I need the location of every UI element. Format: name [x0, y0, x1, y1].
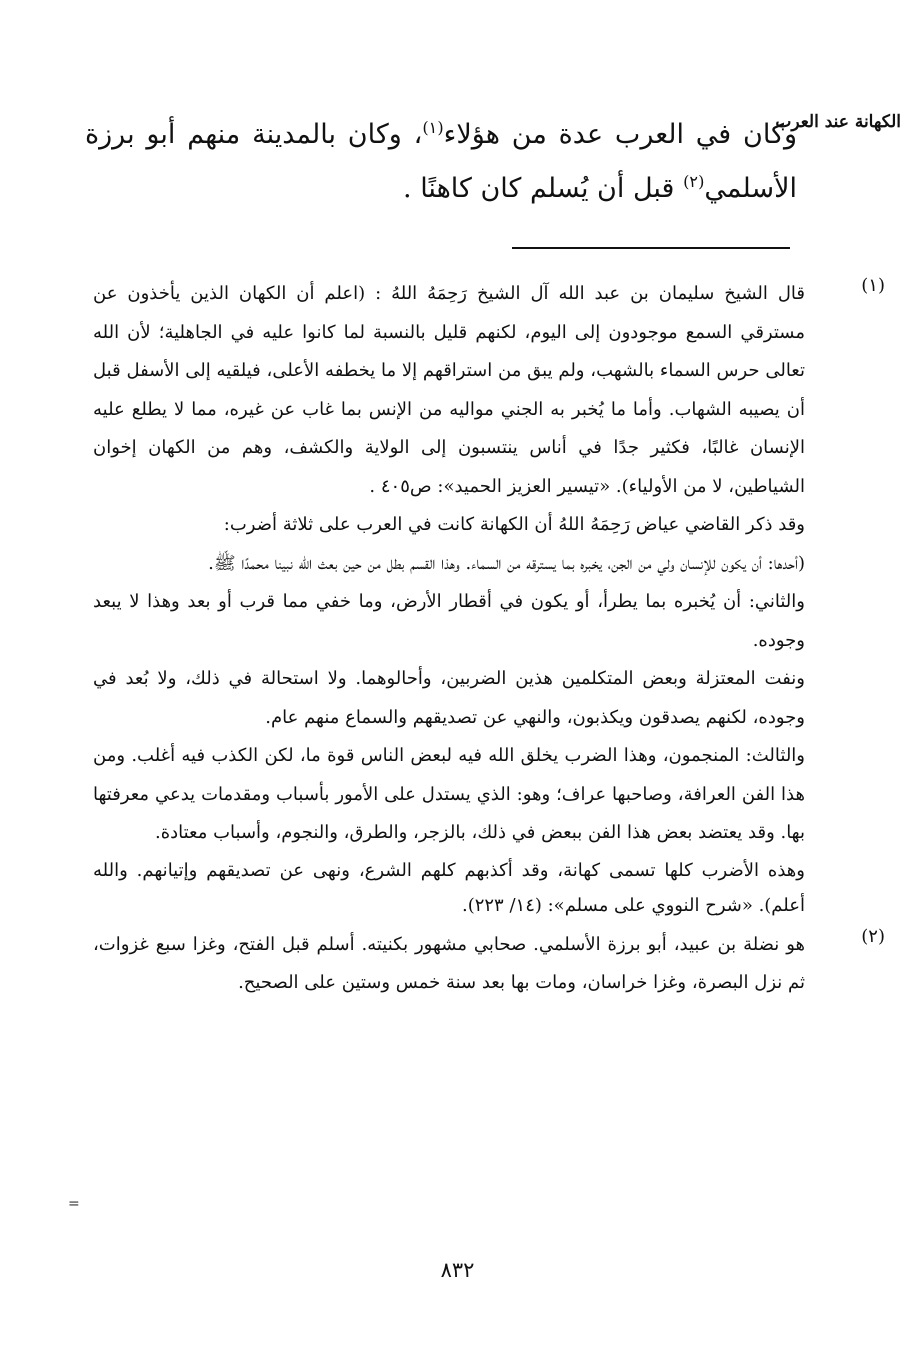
- footnote-paragraph: (أحدها: أن يكون للإنسان ولي من الجن، يخبره بما يسترقه من السماء. وهذا القسم بطل من حين بعث الله نبينا محمدًا ﷺ.: [208, 552, 805, 574]
- footnote-1: [93, 275, 885, 923]
- footnote-paragraph: ونفت المعتزلة وبعض المتكلمين هذين الضربين، وأحالوهما. ولا استحالة في ذلك، ولا بُعد في وجوده، لكنهم يصدقون ويكذبون، والنهي عن تصديقهم والسماع منهم عام.: [93, 668, 805, 728]
- footnote-paragraph: وقد ذكر القاضي عياض رَحِمَهُ اللهُ أن الكهانة كانت في العرب على ثلاثة أضرب:: [223, 514, 805, 535]
- footnote-paragraph: والثالث: المنجمون، وهذا الضرب يخلق الله فيه لبعض الناس قوة ما، لكن الكذب فيه أغلب. ومن هذا الفن العرافة، وصاحبها عراف؛ وهو: الذي يستدل على الأمور بأسباب ومقدمات يدعي معرفتها بها. وقد يعتضد بعض هذا الفن ببعض في ذلك، بالزجر، والطرق، والنجوم، وأسباب معتادة.: [93, 745, 805, 843]
- page-number: ٨٣٢: [440, 1258, 475, 1282]
- footnotes-section: [93, 275, 885, 1003]
- running-head: الكهانة عند العرب: [775, 112, 901, 132]
- main-text-part-1: وكان في العرب عدة من هؤلاء: [443, 119, 797, 150]
- footnote-2: [93, 925, 885, 1003]
- footnote-separator: [512, 247, 790, 249]
- footnote-paragraph: والثاني: أن يُخبره بما يطرأ، أو يكون في أقطار الأرض، وما خفي مما قرب أو بعد وهذا لا يبعد وجوده.: [93, 591, 805, 651]
- continuation-mark: =: [68, 1196, 80, 1212]
- footnote-body: [93, 926, 805, 1003]
- main-text-part-2: ، وكان بالمدينة منهم أبو برزة الأسلمي: [85, 119, 797, 204]
- main-text-part-3: قبل أن يُسلم كان كاهنًا .: [403, 173, 684, 204]
- footnote-body: [93, 275, 805, 923]
- footnote-number: (١): [861, 275, 885, 296]
- main-paragraph: [85, 104, 797, 212]
- footnote-ref-2[interactable]: (٢): [683, 172, 705, 191]
- footnote-paragraph: هو نضلة بن عبيد، أبو برزة الأسلمي. صحابي مشهور بكنيته. أسلم قبل الفتح، وغزا سبع غزوات، ثم نزل البصرة، وغزا خراسان، ومات بها بعد سنة خمس وستين على الصحيح.: [93, 933, 805, 993]
- footnote-paragraph: وهذه الأضرب كلها تسمى كهانة، وقد أكذبهم كلهم الشرع، ونهى عن تصديقهم وإتيانهم. والله أعلم). «شرح النووي على مسلم»: (١٤/ ٢٢٣).: [93, 859, 805, 916]
- footnote-ref-1[interactable]: (١): [422, 118, 444, 137]
- footnote-number: (٢): [861, 925, 885, 947]
- footnote-paragraph: قال الشيخ سليمان بن عبد الله آل الشيخ رَحِمَهُ اللهُ : (اعلم أن الكهان الذين يأخذون عن مسترقي السمع موجودون إلى اليوم، لكنهم قليل بالنسبة لما كانوا عليه في الجاهلية؛ لأن الله تعالى حرس السماء بالشهب، ولم يبق من استراقهم إلا ما يخطفه الأعلى، فيلقيه إلى الأسفل قبل أن يصيبه الشهاب. وأما ما يُخبر به الجني مواليه من الإنس بما غاب عن غيره، مما لا يطلع عليه الإنسان غالبًا، فكثير جدًا في أناس ينتسبون إلى الولاية والكشف، وهم من الكهان إخوان الشياطين، لا من الأولياء). «تيسير العزيز الحميد»: ص٤٠٥ .: [93, 283, 805, 497]
